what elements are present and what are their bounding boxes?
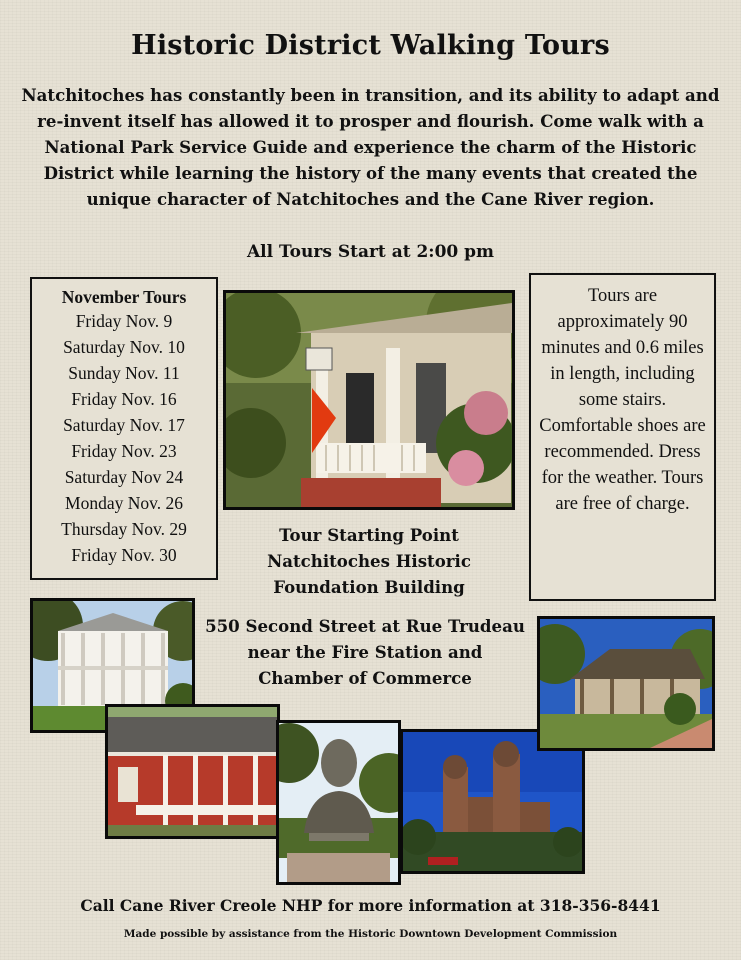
tour-date: Friday Nov. 16	[71, 389, 177, 409]
address-line2: near the Fire Station and	[247, 642, 483, 662]
tour-date: Thursday Nov. 29	[61, 519, 187, 539]
foundation-building-photo	[223, 290, 515, 510]
start-time: All Tours Start at 2:00 pm	[246, 242, 495, 262]
tour-date: Monday Nov. 26	[65, 493, 183, 513]
creole-cabin-photo	[537, 616, 715, 751]
page-title: Historic District Walking Tours	[131, 30, 610, 61]
tour-date: Saturday Nov. 10	[63, 337, 185, 357]
starting-point-line2: Natchitoches Historic	[267, 551, 471, 571]
tour-date: Friday Nov. 9	[75, 311, 173, 331]
intro-paragraph: Natchitoches has constantly been in transition, and its ability to adapt and re-invent itself has allowed it to prosper and flourish. Come walk with a National Park Service Guide and experience the charm of the Historic District while learning the history of the many events that created the unique character of Natchitoches and the Cane River region.	[21, 85, 720, 209]
starting-point-line1: Tour Starting Point	[279, 525, 459, 545]
tour-date: Friday Nov. 30	[71, 545, 177, 565]
address-line3: Chamber of Commerce	[258, 668, 472, 688]
bust-statue-photo	[276, 720, 401, 885]
starting-point-caption	[223, 522, 515, 600]
tour-date: Saturday Nov. 17	[63, 415, 185, 435]
tour-date: Friday Nov. 23	[71, 441, 177, 461]
tour-info-box: Tours are approximately 90 minutes and 0.6 miles in length, including some stairs. Comfortable shoes are recommended. Dress for the weather. Tours are free of charge.	[529, 273, 716, 601]
tour-date: Saturday Nov 24	[64, 467, 184, 487]
starting-point-line3: Foundation Building	[273, 577, 465, 597]
contact-line: Call Cane River Creole NHP for more information at 318-356-8441	[80, 896, 661, 915]
credit-line: Made possible by assistance from the Historic Downtown Development Commission	[123, 928, 618, 940]
tour-date: Sunday Nov. 11	[68, 363, 180, 383]
address-line1: 550 Second Street at Rue Trudeau	[205, 616, 525, 636]
red-cottage-photo	[105, 704, 280, 839]
november-tours-header: November Tours	[61, 287, 187, 307]
november-tours-box	[30, 277, 218, 580]
address-caption	[200, 613, 530, 691]
